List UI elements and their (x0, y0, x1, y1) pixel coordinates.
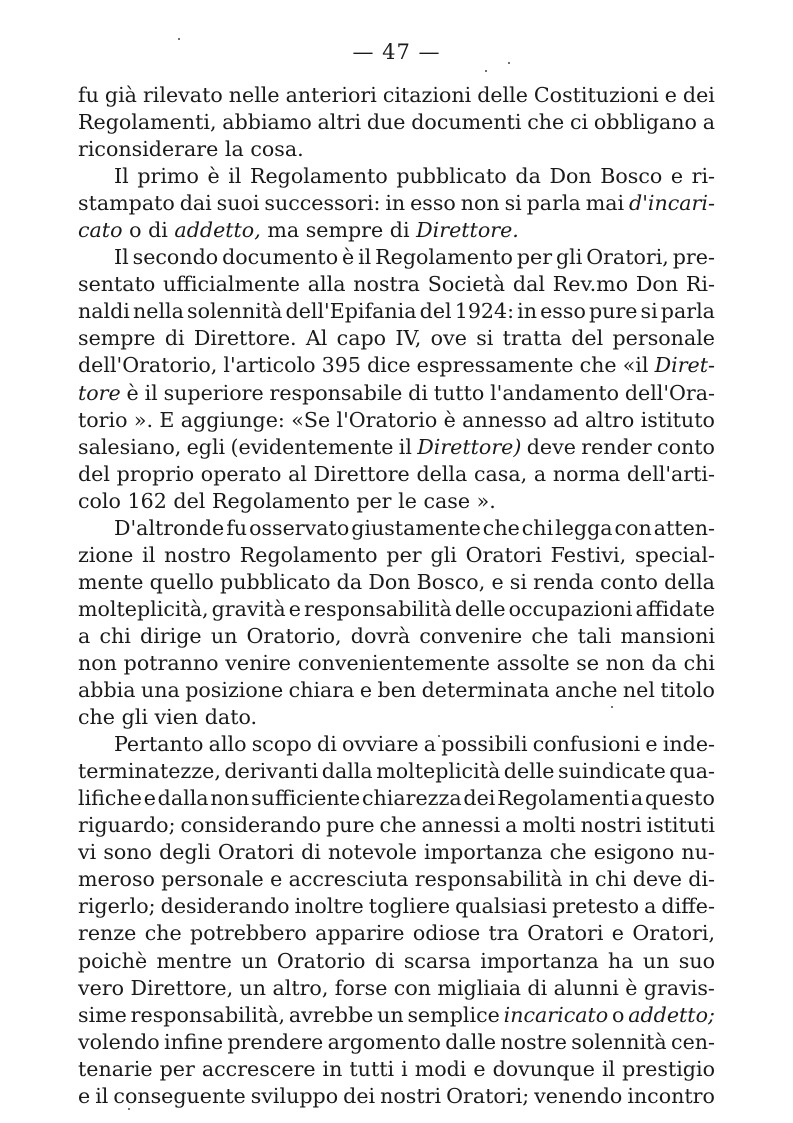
text-line: a chi dirige un Oratorio, dovrà convenire che tali mansioni (78, 623, 715, 648)
text-line: riconsiderare la cosa. (78, 137, 304, 162)
text-line: Pertanto allo scopo di ovviare a possibili confusioni e inde- (114, 732, 715, 757)
text-line: mente quello pubblicato da Don Bosco, e si renda conto della (78, 569, 715, 594)
text-line: sempre di Direttore. Al capo IV, ove si tratta del personale (78, 326, 715, 351)
text-line: Regolamenti, abbiamo altri due documenti che ci obbligano a (78, 110, 715, 135)
text-line: terminatezze, derivanti dalla molteplicità delle suindicate qua- (78, 759, 715, 784)
text-line: poichè mentre un Oratorio di scarsa importanza ha un suo (78, 948, 715, 973)
ink-speck (611, 706, 613, 708)
text-line: Il secondo documento è il Regolamento per gli Oratori, pre- (114, 245, 715, 270)
text-line: non potranno venire convenientemente assolte se non da chi (78, 650, 715, 675)
body-text (78, 82, 715, 1110)
text-line: tore è il superiore responsabile di tutto l'andamento dell'Ora- (78, 380, 715, 405)
ink-speck (508, 62, 510, 64)
text-line: del proprio operato al Direttore della casa, a norma dell'arti- (78, 461, 715, 486)
text-line: sime responsabilità, avrebbe un semplice incaricato o addetto; (78, 1002, 715, 1027)
text-line: zione il nostro Regolamento per gli Oratori Festivi, special- (78, 542, 715, 567)
ink-speck (485, 70, 487, 72)
text-line: vi sono degli Oratori di notevole importanza che esigono nu- (78, 840, 715, 865)
text-line: fu già rilevato nelle anteriori citazioni delle Costituzioni e dei (78, 83, 715, 107)
text-line: volendo infine prendere argomento dalle nostre solennità cen- (78, 1029, 715, 1054)
text-line: Il primo è il Regolamento pubblicato da Don Bosco e ri- (114, 164, 715, 189)
text-line: naldi nella solennità dell'Epifania del 1924: in esso pure si parla (78, 299, 715, 324)
ink-speck (128, 1108, 130, 1110)
ink-speck (178, 38, 180, 40)
text-line: riguardo; considerando pure che annessi a molti nostri istituti (78, 813, 715, 838)
text-line: D'altronde fu osservato giustamente che chi legga con atten- (114, 515, 715, 540)
text-line: sentato ufficialmente alla nostra Società dal Rev.mo Don Ri- (78, 272, 715, 297)
page-number: — 47 — (352, 40, 441, 64)
text-line: rigerlo; desiderando inoltre togliere qualsiasi pretesto a diffe- (78, 894, 715, 919)
text-line: salesiano, egli (evidentemente il Direttore) deve render conto (78, 434, 715, 459)
text-line: cato o di addetto, ma sempre di Direttore. (78, 218, 519, 243)
text-line: colo 162 del Regolamento per le case ». (78, 488, 496, 513)
ink-speck (438, 735, 440, 737)
text-line: vero Direttore, un altro, forse con migliaia di alunni è gravis- (78, 975, 715, 1000)
text-line: che gli vien dato. (78, 705, 258, 730)
text-line: lifiche e dalla non sufficiente chiarezza dei Regolamenti a questo (78, 786, 715, 811)
text-line: abbia una posizione chiara e ben determinata anche nel titolo (78, 678, 715, 703)
text-line: renze che potrebbero apparire odiose tra Oratori e Oratori, (78, 921, 715, 946)
text-line: tenarie per accrescere in tutti i modi e dovunque il prestigio (78, 1056, 715, 1081)
text-line: dell'Oratorio, l'articolo 395 dice espressamente che «il Diret- (78, 353, 715, 378)
text-line: molteplicità, gravità e responsabilità delle occupazioni affidate (78, 596, 715, 621)
text-line: meroso personale e accresciuta responsabilità in chi deve di- (78, 867, 715, 892)
text-line: e il conseguente sviluppo dei nostri Oratori; venendo incontro (78, 1083, 715, 1108)
text-line: stampato dai suoi successori: in esso non si parla mai d'incari- (78, 191, 715, 216)
text-line: torio ». E aggiunge: «Se l'Oratorio è annesso ad altro istituto (78, 407, 715, 432)
